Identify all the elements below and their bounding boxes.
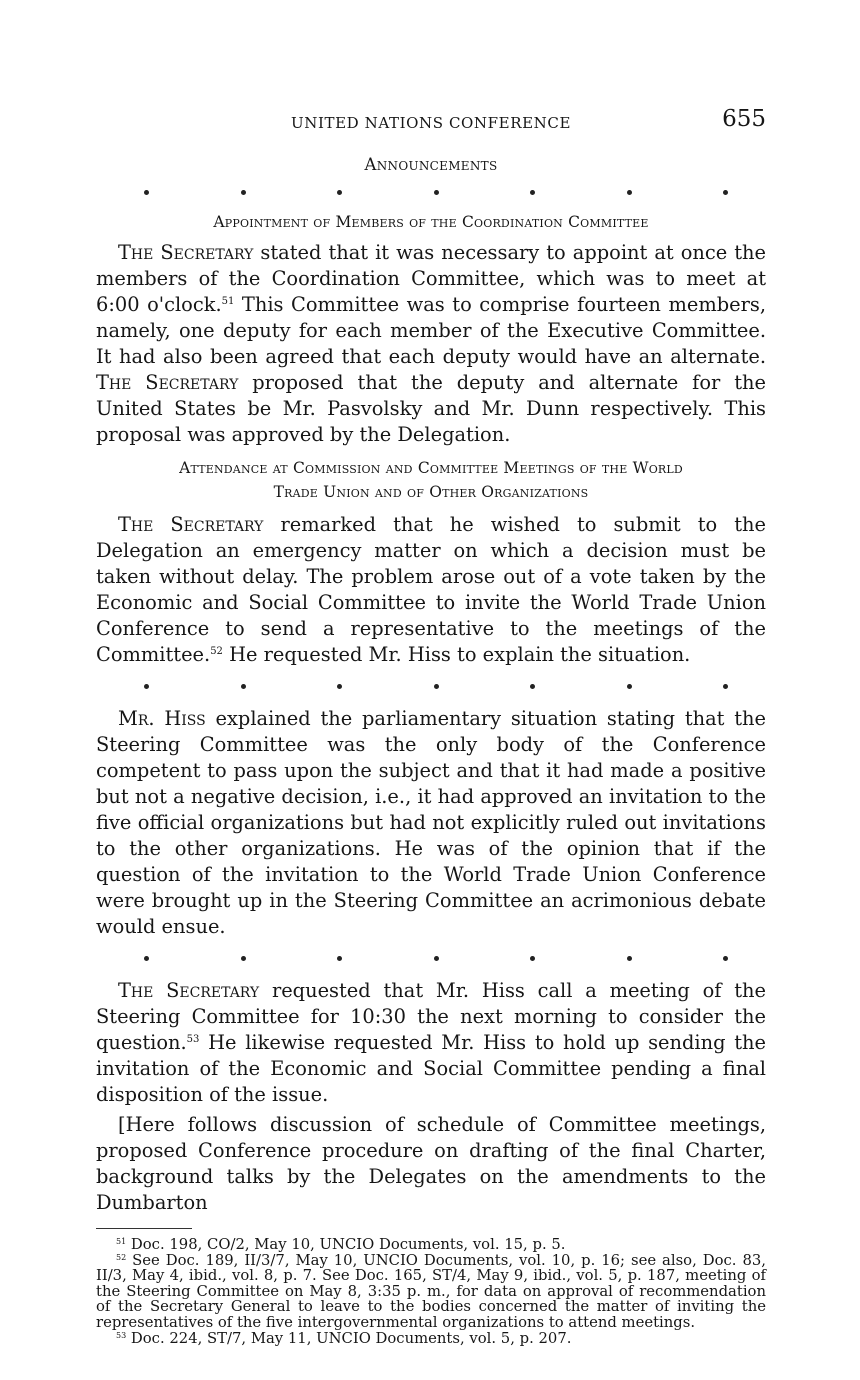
footnote-ref: 52	[210, 646, 223, 657]
paragraph-editorial-note: [Here follows discussion of schedule of Committee meetings, proposed Conference procedure on drafting of the final Charter, background talks by the Delegates on the amendments to the Dumbarton	[96, 1113, 766, 1214]
speaker: The Secretary	[118, 513, 264, 536]
speaker: The Secretary	[96, 371, 239, 394]
footnote: $^{51}$ Doc. 198, CO/2, May 10, UNCIO Documents, vol. 15, p. 5.	[116, 1236, 566, 1253]
paragraph: The Secretary requested that Mr. Hiss call a meeting of the Steering Committee for 10:30 the next morning to consider the question.$^{53}$ He likewise requested Mr. Hiss to hold up sending the invitation of the Economic and Social Committee pending a final disposition of the issue.	[96, 979, 766, 1106]
section-heading-attendance: Attendance at Commission and Committee Meetings of the World Trade Union and of Other Organizations	[179, 459, 683, 501]
ellipsis-row	[96, 944, 766, 972]
footnotes	[96, 1237, 766, 1346]
page-number: 655	[722, 106, 766, 132]
footnote: $^{53}$ Doc. 224, ST/7, May 11, UNCIO Documents, vol. 5, p. 207.	[116, 1329, 572, 1347]
speaker: The Secretary	[118, 241, 254, 264]
paragraph: The Secretary stated that it was necessary to appoint at once the members of the Coordination Committee, which was to meet at 6:00 o'clock.$^{51}$ This Committee was to comprise fourteen members, namely, one deputy for each member of the Executive Committee. It had also been agreed that each deputy would have an alternate. The Secretary proposed that the deputy and alternate for the United States be Mr. Pasvolsky and Mr. Dunn respectively. This proposal was approved by the Delegation.	[96, 241, 766, 446]
footnote-ref: 51	[221, 296, 235, 307]
footnote-rule	[96, 1228, 192, 1229]
footnote: $^{52}$ See Doc. 189, II/3/7, May 10, UNCIO Documents, vol. 10, p. 16; see also, Doc. 83, II/3, May 4, ibid., vol. 8, p. 7. See Doc. 165, ST/4, May 9, ibid., vol. 5, p. 187, meeting of the Steering Committee on May 8, 3:35 p. m., for data on approval of recommendation of the Secretary General to leave to the bodies concerned the matter of inviting the representatives of the five intergovernmental organizations to attend meetings.	[96, 1251, 766, 1331]
running-head	[96, 104, 766, 144]
document-page	[96, 104, 766, 1346]
announcements-heading: Announcements	[364, 155, 498, 174]
ellipsis-row	[96, 178, 766, 206]
running-title: UNITED NATIONS CONFERENCE	[290, 114, 572, 132]
paragraph: The Secretary remarked that he wished to submit to the Delegation an emergency matter on which a decision must be taken without delay. The problem arose out of a vote taken by the Economic and Social Committee to invite the World Trade Union Conference to send a representative to the meetings of the Committee.$^{52}$ He requested Mr. Hiss to explain the situation.	[96, 513, 766, 666]
speaker: Mr. Hiss	[118, 707, 206, 730]
section-heading-coordination-committee: Appointment of Members of the Coordination Committee	[213, 213, 649, 231]
speaker: The Secretary	[118, 979, 260, 1002]
ellipsis-row	[96, 672, 766, 700]
paragraph: Mr. Hiss explained the parliamentary situation stating that the Steering Committee was the only body of the Conference competent to pass upon the subject and that it had made a positive but not a negative decision, i.e., it had approved an invitation to the five official organizations but had not explicitly ruled out invitations to the other organizations. He was of the opinion that if the question of the invitation to the World Trade Union Conference were brought up in the Steering Committee an acrimonious debate would ensue.	[96, 707, 766, 938]
footnote-ref: 53	[186, 1034, 200, 1045]
